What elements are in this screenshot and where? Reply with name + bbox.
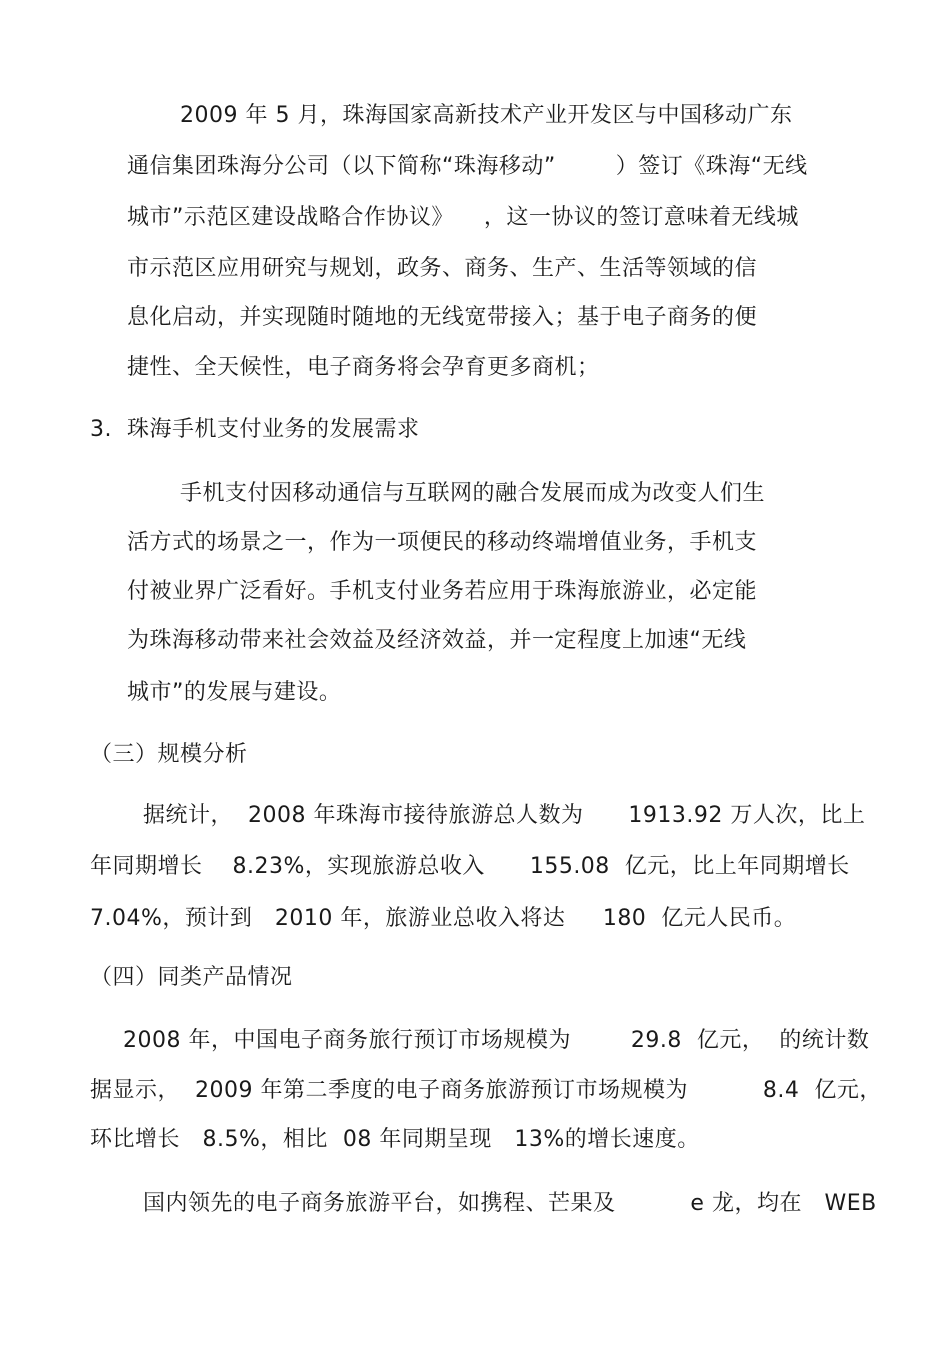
paragraph-line-12: 据统计， 2008 年珠海市接待旅游总人数为 1913.92 万人次，比上 <box>143 803 866 828</box>
paragraph-line-8: 活方式的场景之一，作为一项便民的移动终端增值业务，手机支 <box>127 530 758 555</box>
paragraph-line-15: 2008 年，中国电子商务旅行预订市场规模为 29.8 亿元， 的统计数 <box>123 1028 870 1053</box>
paragraph-line-5: 息化启动，并实现随时随地的无线宽带接入；基于电子商务的便 <box>127 305 758 330</box>
paragraph-line-2: 通信集团珠海分公司（以下简称“珠海移动” ）签订《珠海“无线 <box>127 154 808 179</box>
paragraph-line-4: 市示范区应用研究与规划，政务、商务、生产、生活等领域的信 <box>127 256 758 281</box>
paragraph-line-1: 2009 年 5 月，珠海国家高新技术产业开发区与中国移动广东 <box>180 103 793 128</box>
paragraph-line-3: 城市”示范区建设战略合作协议》 ，这一协议的签订意味着无线城 <box>127 205 799 230</box>
paragraph-line-16: 据显示， 2009 年第二季度的电子商务旅游预订市场规模为 8.4 亿元， <box>90 1078 882 1103</box>
paragraph-line-14: 7.04%，预计到 2010 年，旅游业总收入将达 180 亿元人民币。 <box>90 906 797 931</box>
section-heading-similar-products: （四）同类产品情况 <box>90 965 293 990</box>
paragraph-line-18: 国内领先的电子商务旅游平台，如携程、芒果及 e 龙，均在 WEB <box>143 1191 877 1216</box>
paragraph-line-6: 捷性、全天候性，电子商务将会孕育更多商机； <box>127 355 600 380</box>
paragraph-line-10: 为珠海移动带来社会效益及经济效益，并一定程度上加速“无线 <box>127 628 747 653</box>
paragraph-line-17: 环比增长 8.5%，相比 08 年同期呈现 13%的增长速度。 <box>90 1127 700 1152</box>
paragraph-line-13: 年同期增长 8.23%，实现旅游总收入 155.08 亿元，比上年同期增长 <box>90 854 850 879</box>
paragraph-line-9: 付被业界广泛看好。手机支付业务若应用于珠海旅游业，必定能 <box>127 579 758 604</box>
paragraph-line-11: 城市”的发展与建设。 <box>127 680 342 705</box>
section-heading-scale-analysis: （三）规模分析 <box>90 742 248 767</box>
section-heading-3: 3. 珠海手机支付业务的发展需求 <box>90 417 420 442</box>
paragraph-line-7: 手机支付因移动通信与互联网的融合发展而成为改变人们生 <box>180 481 766 506</box>
